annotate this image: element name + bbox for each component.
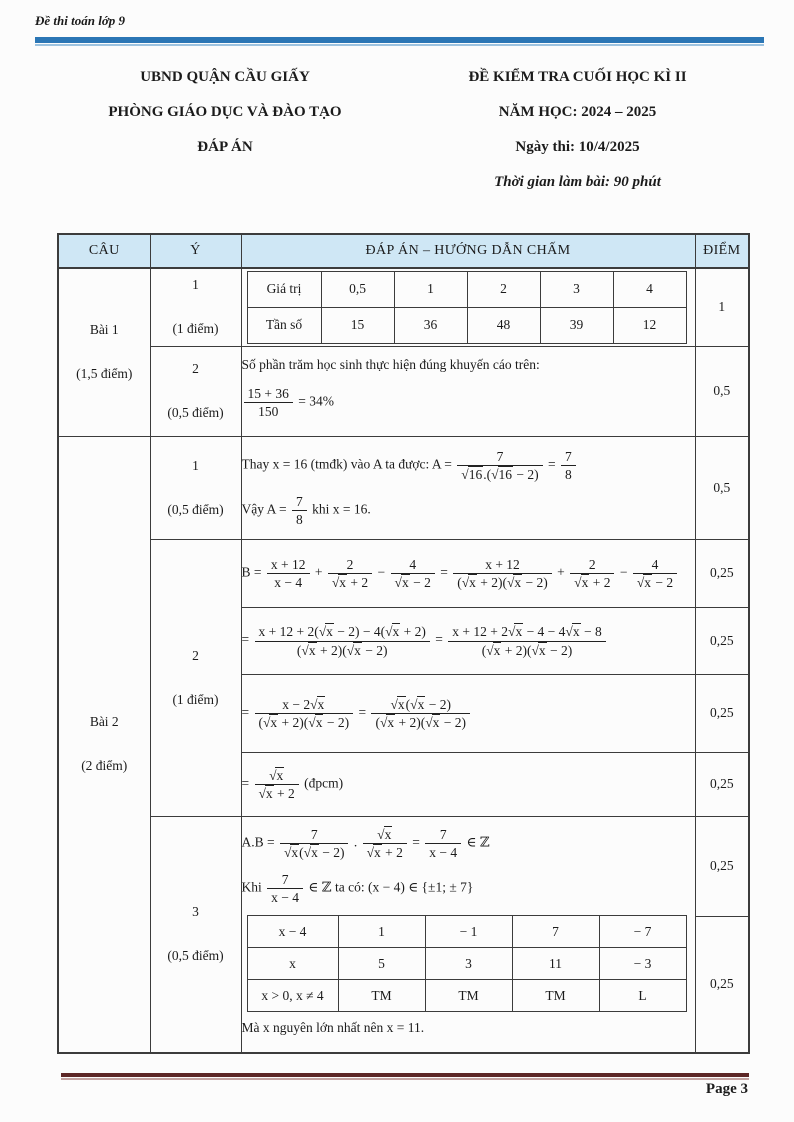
letterhead-right: [425, 60, 730, 200]
table-row-bai2-y1: [58, 437, 749, 540]
table-row-bai2-y2-step1: [58, 540, 749, 608]
y-points: (0,5 điểm): [167, 947, 224, 963]
footer-rule-thin: [61, 1078, 749, 1080]
freq-label-cell: Tần số: [247, 308, 321, 344]
cell-dapan-bai2-1: [241, 437, 695, 540]
answer-text: Số phần trăm học sinh thực hiện đúng khuyến cáo trên:: [241, 357, 540, 372]
y-number: 2: [192, 647, 199, 663]
header-cell-diem: ĐIỂM: [695, 234, 749, 268]
frequency-table: [247, 271, 687, 344]
cell-cau-bai2: [58, 437, 150, 1053]
sign-cell: 3: [425, 948, 512, 980]
answer-formula: = $\frac{x + 12 + 2(√x - 2) - 4(√x + 2)}{(√x + 2)(√x - 2)}$ = $\frac{x + 12 + 2√x - 4 - 4√x - 8}{(√x + 2)(√x - 2)}$: [242, 624, 695, 657]
header-cell-cau: CÂU: [58, 234, 150, 268]
answer-table: [57, 233, 750, 1054]
answer-table-header-row: [58, 234, 749, 268]
cell-y-bai2-3: [150, 817, 241, 1053]
sign-cell: − 1: [425, 916, 512, 948]
cell-dapan-bai1-1: [241, 268, 695, 347]
bai2-label: Bài 2: [89, 713, 119, 729]
y-points: (0,5 điểm): [167, 405, 224, 420]
cell-y-bai2-2: [150, 540, 241, 817]
sign-cell: 5: [338, 948, 425, 980]
letterhead-left: [75, 60, 375, 165]
cell-diem-bai2-3a: 0,25: [695, 817, 749, 917]
header-cell-dapan: ĐÁP ÁN – HƯỚNG DẪN CHẤM: [241, 234, 695, 268]
answer-formula: Thay x = 16 (tmđk) vào A ta được: A = $\frac{7}{√16.(√16 - 2)}$ = $\frac{7}{8}$: [242, 449, 695, 482]
cell-dapan-bai2-2-step3: [241, 675, 695, 753]
cell-diem-step1: 0,25: [695, 540, 749, 608]
table-row-bai1-y1: [58, 268, 749, 347]
letterhead-doc-type: ĐÁP ÁN: [197, 139, 253, 155]
freq-value-cell: 2: [467, 272, 540, 308]
freq-label-cell: Giá trị: [247, 272, 321, 308]
answer-formula: = $\frac{√x}{√x + 2}$ (đpcm): [241, 767, 344, 801]
sign-cell: 7: [512, 916, 599, 948]
y-number: 3: [192, 903, 199, 919]
sign-cell: x > 0, x ≠ 4: [247, 980, 338, 1012]
footer-rule: [61, 1073, 749, 1080]
bai1-points: (1,5 điểm): [76, 366, 133, 381]
frequency-table-values-row: [247, 272, 686, 308]
cell-diem-bai2-3b: 0,25: [695, 917, 749, 1053]
bai1-label: Bài 1: [89, 322, 119, 338]
y-number: 1: [192, 277, 199, 293]
cell-dapan-bai2-2-step1: [241, 540, 695, 608]
freq-value-cell: 4: [613, 272, 686, 308]
y-number: 2: [192, 361, 199, 377]
cell-dapan-bai2-2-step4: [241, 753, 695, 817]
cell-diem-bai1-1: 1: [695, 268, 749, 347]
table-row-bai2-y3-part1: [58, 817, 749, 917]
header-accent-rule-thin: [35, 44, 764, 46]
answer-formula: Khi $\frac{7}{x - 4}$ ∈ ℤ ta có: (x − 4) ∈ {±1; ± 7}: [241, 872, 474, 906]
sign-cell: 1: [338, 916, 425, 948]
answer-formula: Vậy A = $\frac{7}{8}$ khi x = 16.: [241, 494, 371, 528]
y-number: 1: [192, 457, 199, 473]
freq-count-cell: 12: [613, 308, 686, 344]
answer-formula: A.B = $\frac{7}{√x(√x - 2)}$ . $\frac{√x}{√x + 2}$ = $\frac{7}{x - 4}$ ∈ ℤ: [241, 827, 490, 861]
school-year: NĂM HỌC: 2024 – 2025: [498, 104, 657, 120]
header-cell-y: Ý: [150, 234, 241, 268]
page-number: Page 3: [705, 1081, 748, 1097]
frequency-table-counts-row: [247, 308, 686, 344]
cell-y-bai1-2: [150, 347, 241, 437]
cell-dapan-bai2-3: [241, 817, 695, 1053]
exam-date: Ngày thi: 10/4/2025: [515, 139, 640, 155]
cell-dapan-bai2-2-step2: [241, 608, 695, 675]
cell-diem-bai2-1: 0,5: [695, 437, 749, 540]
y-points: (0,5 điểm): [167, 501, 224, 517]
answer-formula: = $\frac{x - 2√x}{(√x + 2)(√x - 2)}$ = $\frac{√x(√x - 2)}{(√x + 2)(√x - 2)}$: [242, 697, 695, 730]
cell-cau-bai1: [58, 268, 150, 437]
cell-diem-step4: 0,25: [695, 753, 749, 817]
sign-table-row-divisor: [247, 916, 686, 948]
sign-cell: − 7: [599, 916, 686, 948]
freq-count-cell: 48: [467, 308, 540, 344]
answer-formula: B = $\frac{x + 12}{x - 4}$ + $\frac{2}{√x + 2}$ − $\frac{4}{√x - 2}$ = $\frac{x + 12}{(√x + 2)(√x - 2)}$ + $\frac{2}{√x + 2}$ − $\frac{4}{√x - 2}$: [242, 557, 695, 590]
sign-table-row-condition: [247, 980, 686, 1012]
letterhead-department: PHÒNG GIÁO DỤC VÀ ĐÀO TẠO: [108, 104, 342, 120]
cell-y-bai2-1: [150, 437, 241, 540]
cell-diem-bai1-2: 0,5: [695, 347, 749, 437]
cell-diem-step2: 0,25: [695, 608, 749, 675]
freq-value-cell: 1: [394, 272, 467, 308]
sign-table: [247, 915, 687, 1012]
cell-diem-step3: 0,25: [695, 675, 749, 753]
bai2-points: (2 điểm): [81, 757, 128, 773]
sign-cell: TM: [425, 980, 512, 1012]
freq-value-cell: 0,5: [321, 272, 394, 308]
exam-corner-note: Đề thi toán lớp 9: [35, 13, 126, 28]
answer-conclusion: Mà x nguyên lớn nhất nên x = 11.: [241, 1020, 425, 1036]
sign-cell: TM: [338, 980, 425, 1012]
table-row-bai1-y2: [58, 347, 749, 437]
exam-duration: Thời gian làm bài: 90 phút: [494, 174, 661, 190]
cell-y-bai1-1: [150, 268, 241, 347]
y-points: (1 điểm): [172, 691, 219, 707]
cell-dapan-bai1-2: [241, 347, 695, 437]
sign-cell: L: [599, 980, 686, 1012]
freq-count-cell: 36: [394, 308, 467, 344]
sign-cell: TM: [512, 980, 599, 1012]
freq-value-cell: 3: [540, 272, 613, 308]
sign-cell: x: [247, 948, 338, 980]
freq-count-cell: 15: [321, 308, 394, 344]
sign-cell: x − 4: [247, 916, 338, 948]
sign-cell: 11: [512, 948, 599, 980]
header-accent-rule: [35, 37, 764, 46]
answer-formula: $\frac{15 + 36}{150}$ = 34%: [242, 386, 695, 419]
letterhead-authority: UBND QUẬN CẦU GIẤY: [140, 69, 310, 85]
y-points: (1 điểm): [172, 321, 219, 336]
sign-cell: − 3: [599, 948, 686, 980]
sign-table-row-x: [247, 948, 686, 980]
freq-count-cell: 39: [540, 308, 613, 344]
exam-title: ĐỀ KIỂM TRA CUỐI HỌC KÌ II: [468, 69, 687, 85]
